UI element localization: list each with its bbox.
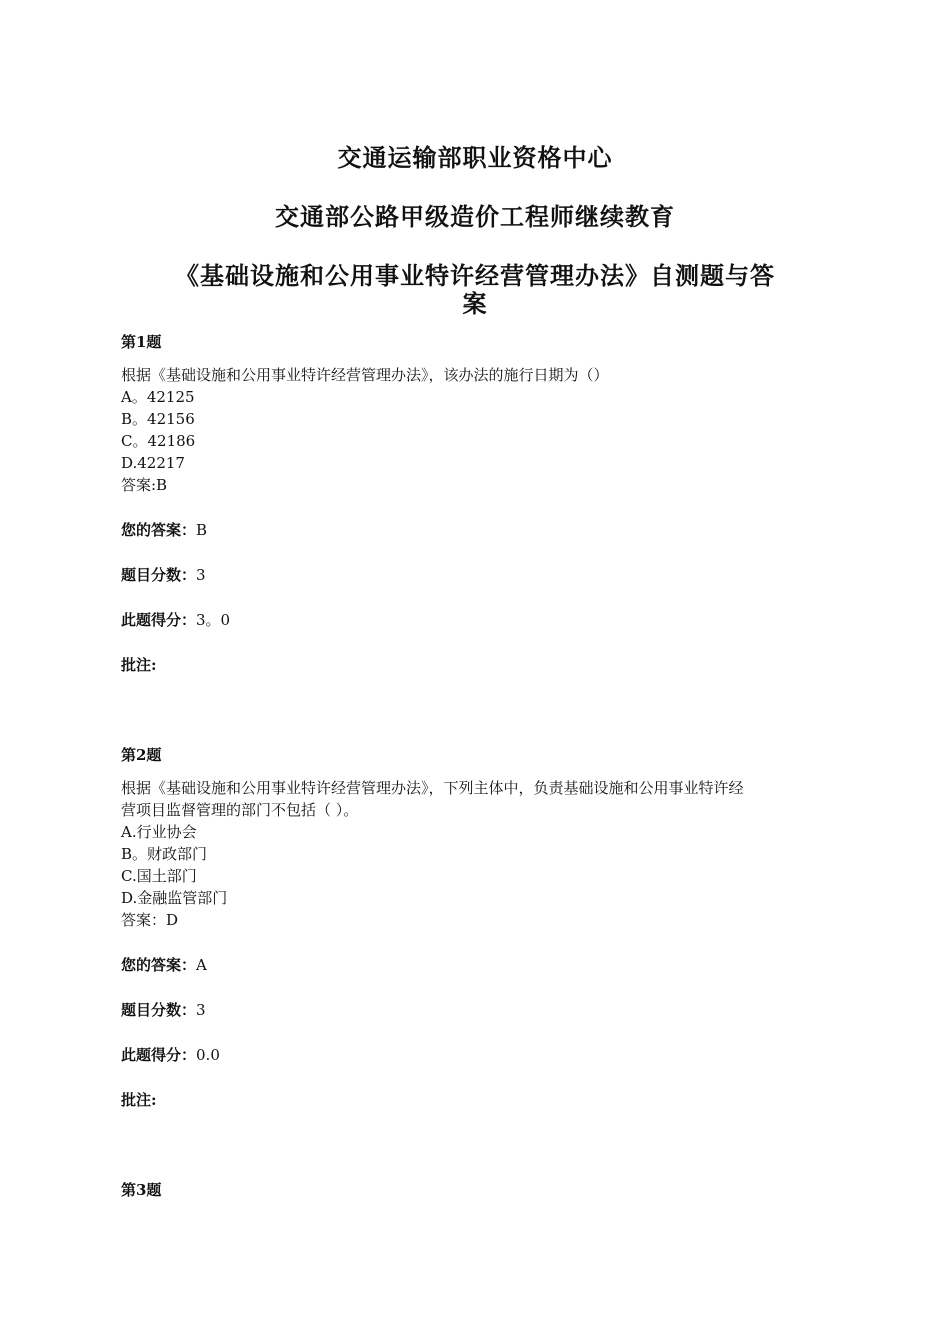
score-value: 3 (196, 1001, 206, 1019)
score-label: 题目分数： (121, 1001, 197, 1019)
option-d: D.金融监管部门 (121, 889, 228, 907)
title-line-3: 《基础设施和公用事业特许经营管理办法》自测题与答 (175, 261, 775, 290)
question-score (121, 564, 841, 586)
correct-answer: 答案：D (121, 911, 179, 929)
points-earned (121, 1044, 841, 1066)
your-answer-value: A (196, 956, 207, 974)
points-label: 此题得分： (121, 1046, 197, 1064)
title-line-4: 案 (462, 289, 488, 318)
question-2 (121, 743, 841, 1178)
question-heading: 第1题 (121, 333, 162, 351)
option-b: B。42156 (121, 410, 195, 428)
your-answer-label: 您的答案： (121, 956, 197, 974)
title-line-1: 交通运输部职业资格中心 (337, 143, 613, 172)
question-text: 根据《基础设施和公用事业特许经营管理办法》，该办法的施行日期为（） (121, 366, 609, 384)
option-a: A.行业协会 (121, 823, 197, 841)
points-earned (121, 609, 841, 631)
option-b: B。财政部门 (121, 845, 208, 863)
comment-label: 批注: (121, 1091, 157, 1109)
your-answer (121, 519, 841, 541)
option-a: A。42125 (121, 388, 195, 406)
option-c: C.国土部门 (121, 867, 197, 885)
question-text-line-2: 营项目监督管理的部门不包括（ ）。 (121, 801, 359, 819)
score-value: 3 (196, 566, 206, 584)
question-1 (121, 330, 841, 743)
option-c: C。42186 (121, 432, 196, 450)
points-label: 此题得分： (121, 611, 197, 629)
question-3 (121, 1178, 841, 1202)
question-heading: 第3题 (121, 1181, 162, 1199)
your-answer-label: 您的答案： (121, 521, 197, 539)
your-answer-value: B (196, 521, 208, 539)
question-score (121, 999, 841, 1021)
title-line-2: 交通部公路甲级造价工程师继续教育 (275, 202, 675, 231)
question-list (121, 330, 841, 1212)
score-label: 题目分数： (121, 566, 197, 584)
points-value: 0.0 (196, 1046, 220, 1064)
correct-answer: 答案:B (121, 476, 168, 494)
question-heading: 第2题 (121, 746, 162, 764)
document-title (110, 144, 840, 318)
question-text-line-1: 根据《基础设施和公用事业特许经营管理办法》，下列主体中，负责基础设施和公用事业特许经 (121, 779, 744, 797)
points-value: 3。0 (196, 611, 231, 629)
your-answer (121, 954, 841, 976)
comment-label: 批注: (121, 656, 157, 674)
option-d: D.42217 (121, 454, 185, 472)
